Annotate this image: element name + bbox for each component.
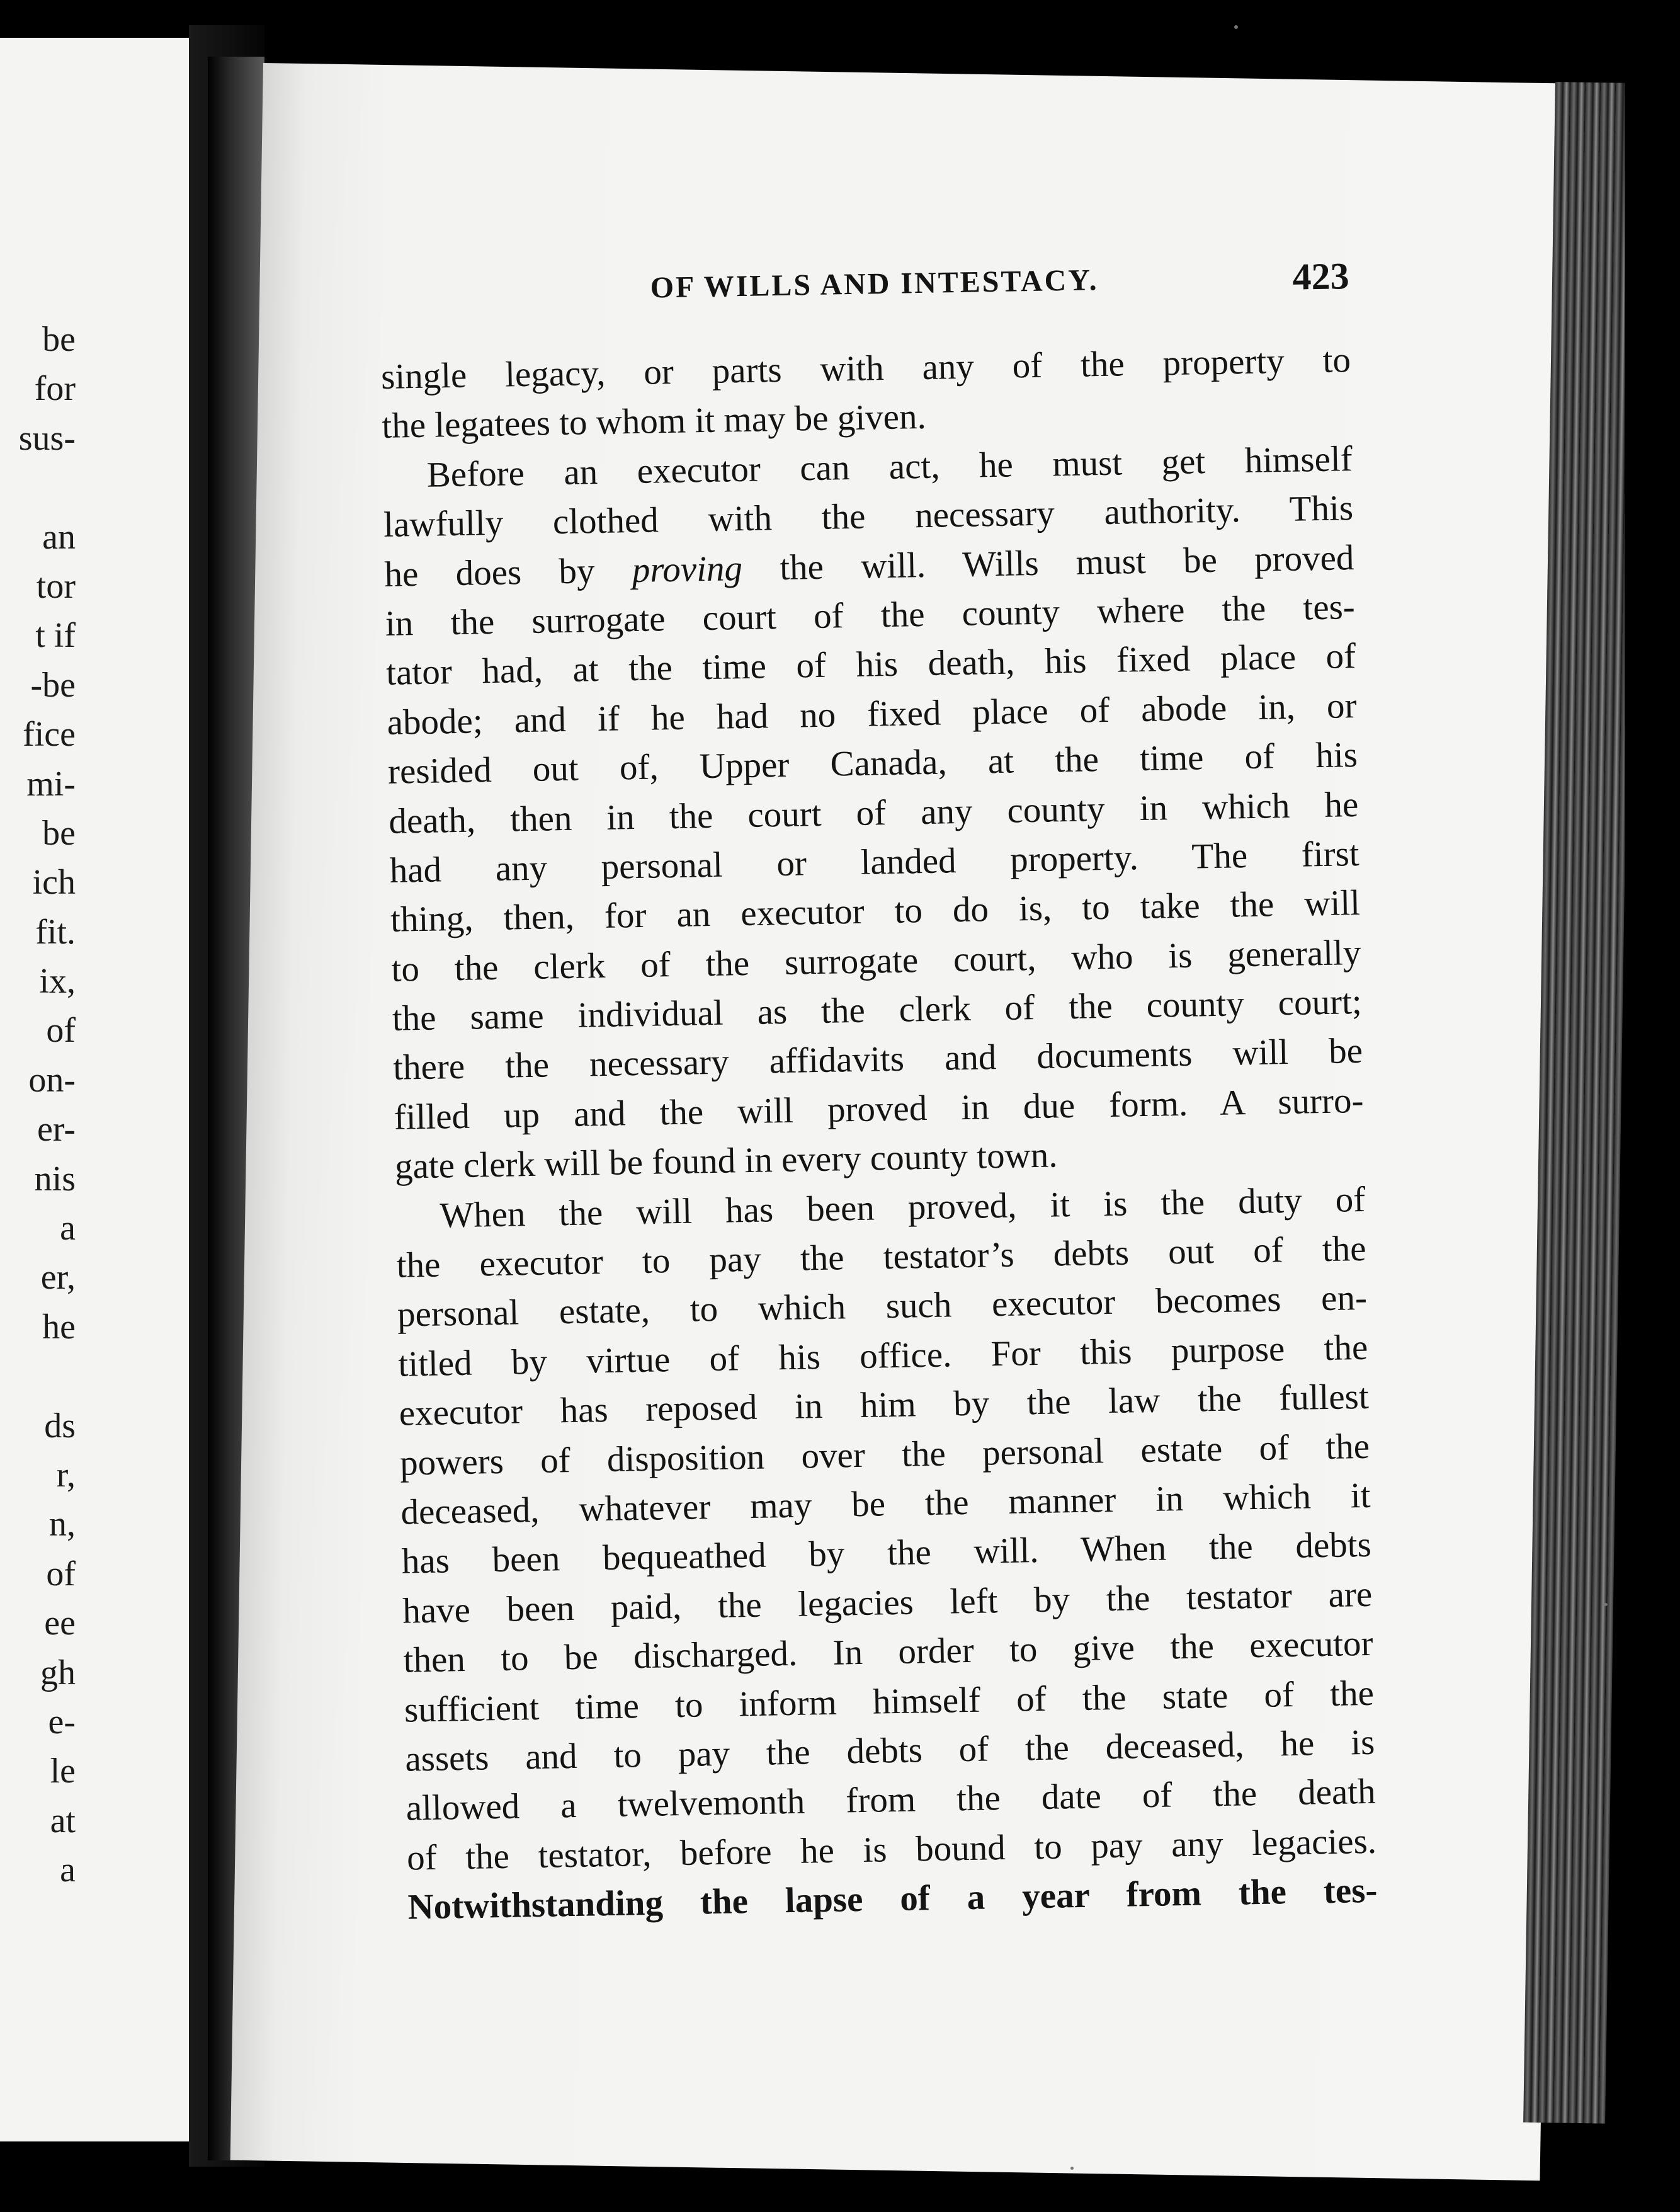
left-fragment: he <box>42 1307 76 1347</box>
text-line: sufficient time to inform himself of the state of the <box>404 1673 1375 1730</box>
text-line: powers of disposition over the personal estate of the <box>399 1426 1370 1483</box>
left-fragment: ich <box>32 863 76 903</box>
text-line: When the will has been proved, it is the duty of <box>439 1179 1366 1236</box>
scan-speck <box>1603 1603 1608 1606</box>
text-line: in the surrogate court of the county where the tes- <box>385 586 1356 644</box>
text-line: deceased, whatever may be the manner in which it <box>400 1475 1371 1532</box>
text-line: assets and to pay the debts of the deceased, he is <box>404 1722 1375 1779</box>
left-fragment: mi- <box>26 764 76 804</box>
text-line: of the testator, before he is bound to pay any legacies. <box>406 1821 1377 1878</box>
left-fragment: of <box>46 1554 76 1593</box>
text-line: then to be discharged. In order to give the executor <box>403 1623 1374 1680</box>
left-fragment: fit. <box>35 912 76 952</box>
left-fragment: t if <box>35 616 76 656</box>
left-fragment: er, <box>40 1258 76 1297</box>
text-line: Notwithstanding the lapse of a year from the tes- <box>407 1870 1378 1927</box>
left-fragment: a <box>60 1209 76 1248</box>
text-line: there the necessary affidavits and documents will be <box>392 1031 1363 1088</box>
text-line: abode; and if he had no fixed place of abode in, or <box>387 685 1358 743</box>
left-fragment: a <box>60 1850 76 1890</box>
text-line: have been paid, the legacies left by the testator are <box>402 1574 1373 1631</box>
left-fragment: ds <box>44 1406 76 1445</box>
left-fragment: r, <box>56 1455 76 1495</box>
scan-speck <box>1234 25 1238 29</box>
text-line: the legatees to whom it may be given. <box>381 397 927 447</box>
left-fragment: er- <box>37 1110 76 1149</box>
text-line: death, then in the court of any county in which he <box>388 784 1359 841</box>
text-line: lawfully clothed with the necessary authority. This <box>383 488 1354 545</box>
left-fragment: fice <box>23 715 76 755</box>
left-fragment: sus- <box>18 418 76 458</box>
left-fragment: of <box>46 1011 76 1051</box>
text-line: Before an executor can act, he must get himself <box>426 438 1353 495</box>
left-fragment: for <box>34 369 76 409</box>
left-page-text-fragments <box>0 315 76 1895</box>
scan-border <box>1625 0 1680 2212</box>
left-fragment: tor <box>36 566 76 606</box>
text-run: he does by <box>384 550 633 595</box>
text-line: filled up and the will proved in due form. A surro- <box>394 1080 1364 1137</box>
left-fragment: -be <box>30 665 76 705</box>
left-fragment: ee <box>44 1604 76 1643</box>
left-fragment: at <box>50 1801 76 1840</box>
left-fragment: be <box>42 320 76 359</box>
left-fragment: e- <box>48 1702 76 1742</box>
left-fragment: on- <box>28 1060 76 1100</box>
left-fragment: le <box>50 1752 76 1791</box>
text-line: resided out of, Upper Canada, at the time of his <box>387 735 1358 792</box>
text-line: tator had, at the time of his death, his fixed place of <box>385 636 1356 693</box>
page-text-block <box>379 248 1378 1932</box>
scan-speck <box>1070 2167 1074 2170</box>
text-line: executor has reposed in him by the law the fullest <box>399 1377 1370 1434</box>
emphasis-text: proving <box>632 548 743 590</box>
text-line: the same individual as the clerk of the county court; <box>392 982 1363 1039</box>
left-fragment: be <box>42 813 76 853</box>
left-fragment: gh <box>40 1653 76 1692</box>
left-fragment: nis <box>34 1159 76 1199</box>
page-title: OF WILLS AND INTESTACY. <box>650 263 1099 305</box>
text-line: single legacy, or parts with any of the property to <box>380 340 1351 397</box>
left-fragment: an <box>42 517 76 557</box>
text-line: titled by virtue of his office. For this purpose the <box>397 1327 1368 1384</box>
left-fragment <box>0 1352 76 1401</box>
text-line: has been bequeathed by the will. When the debts <box>401 1525 1372 1582</box>
text-line: the executor to pay the testator’s debts out of the <box>396 1228 1367 1286</box>
text-line: personal estate, to which such executor becomes en- <box>397 1278 1368 1335</box>
left-fragment: n, <box>49 1505 76 1544</box>
body-text <box>380 336 1378 1932</box>
page-number: 423 <box>1291 255 1350 298</box>
text-line: to the clerk of the surrogate court, who is generally <box>390 932 1361 989</box>
text-line: thing, then, for an executor to do is, to take the will <box>390 883 1361 940</box>
text-line: gate clerk will be found in every county town. <box>394 1135 1059 1187</box>
text-line: allowed a twelvemonth from the date of the death <box>406 1772 1376 1828</box>
left-fragment: ix, <box>39 962 76 1001</box>
text-line: had any personal or landed property. The first <box>389 833 1360 891</box>
left-fragment <box>0 463 76 512</box>
text-run: the will. Wills must be proved <box>742 537 1354 588</box>
